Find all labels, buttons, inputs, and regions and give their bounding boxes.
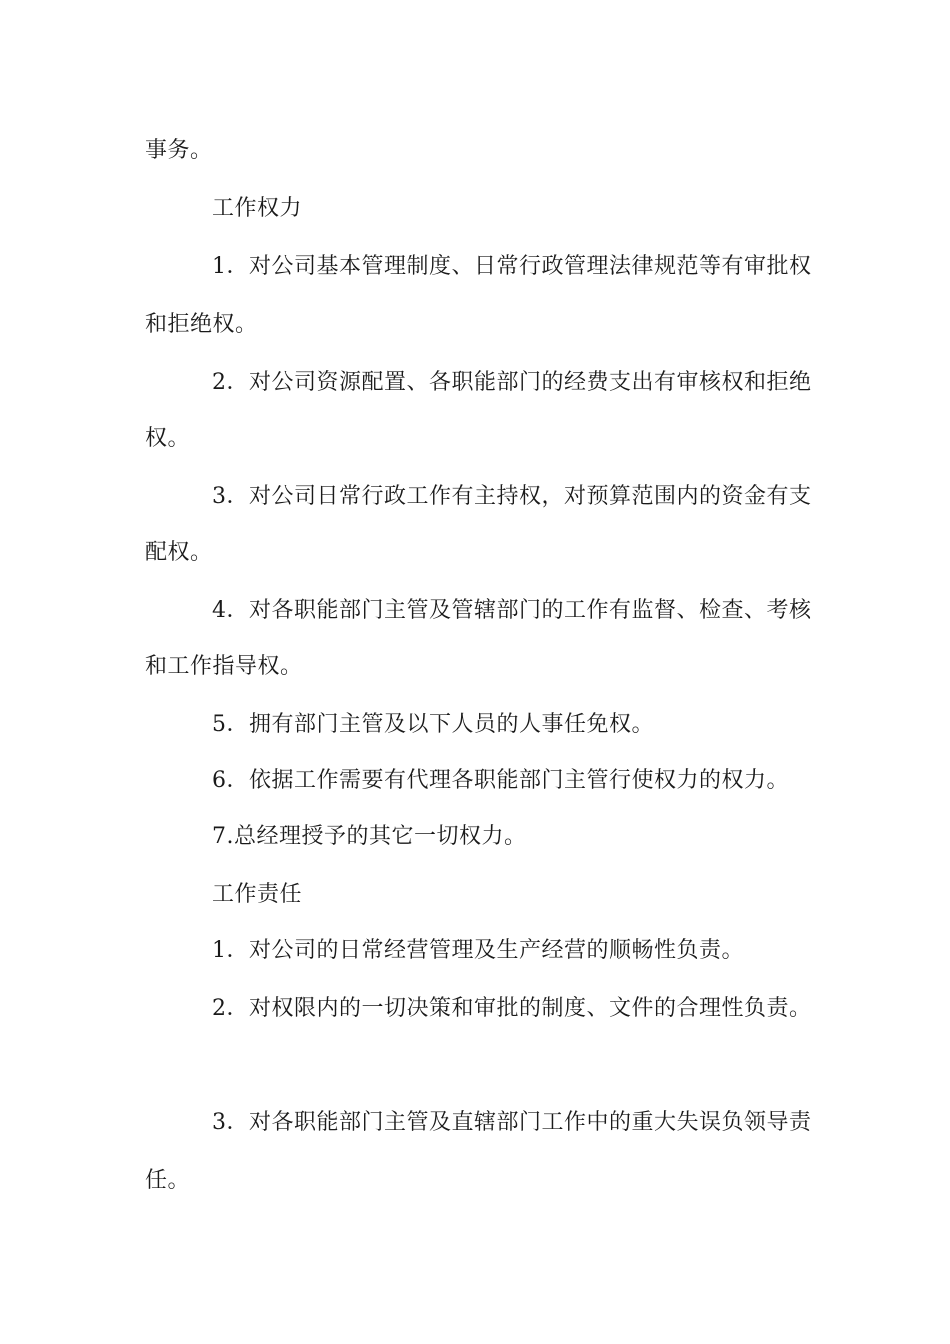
authority-item-4: 4．对各职能部门主管及管辖部门的工作有监督、检查、考核 xyxy=(212,598,812,623)
section-heading-work-responsibility: 工作责任 xyxy=(212,882,303,907)
authority-item-6: 6．依据工作需要有代理各职能部门主管行使权力的权力。 xyxy=(212,768,789,793)
section-heading-work-authority: 工作权力 xyxy=(212,196,303,221)
responsibility-item-2: 2．对权限内的一切决策和审批的制度、文件的合理性负责。 xyxy=(212,996,812,1021)
responsibility-item-3: 3．对各职能部门主管及直辖部门工作中的重大失误负领导责 xyxy=(212,1110,812,1135)
authority-item-2-cont: 权。 xyxy=(145,426,191,451)
authority-item-1: 1．对公司基本管理制度、日常行政管理法律规范等有审批权 xyxy=(212,254,812,279)
text-line-continuation: 事务。 xyxy=(145,138,213,163)
responsibility-item-3-cont: 任。 xyxy=(145,1168,191,1193)
authority-item-7: 7.总经理授予的其它一切权力。 xyxy=(212,824,527,849)
responsibility-item-1: 1．对公司的日常经营管理及生产经营的顺畅性负责。 xyxy=(212,938,744,963)
authority-item-1-cont: 和拒绝权。 xyxy=(145,312,258,337)
authority-item-4-cont: 和工作指导权。 xyxy=(145,654,303,679)
authority-item-2: 2．对公司资源配置、各职能部门的经费支出有审核权和拒绝 xyxy=(212,370,812,395)
authority-item-3: 3．对公司日常行政工作有主持权，对预算范围内的资金有支 xyxy=(212,484,812,509)
authority-item-5: 5．拥有部门主管及以下人员的人事任免权。 xyxy=(212,712,654,737)
authority-item-3-cont: 配权。 xyxy=(145,540,213,565)
